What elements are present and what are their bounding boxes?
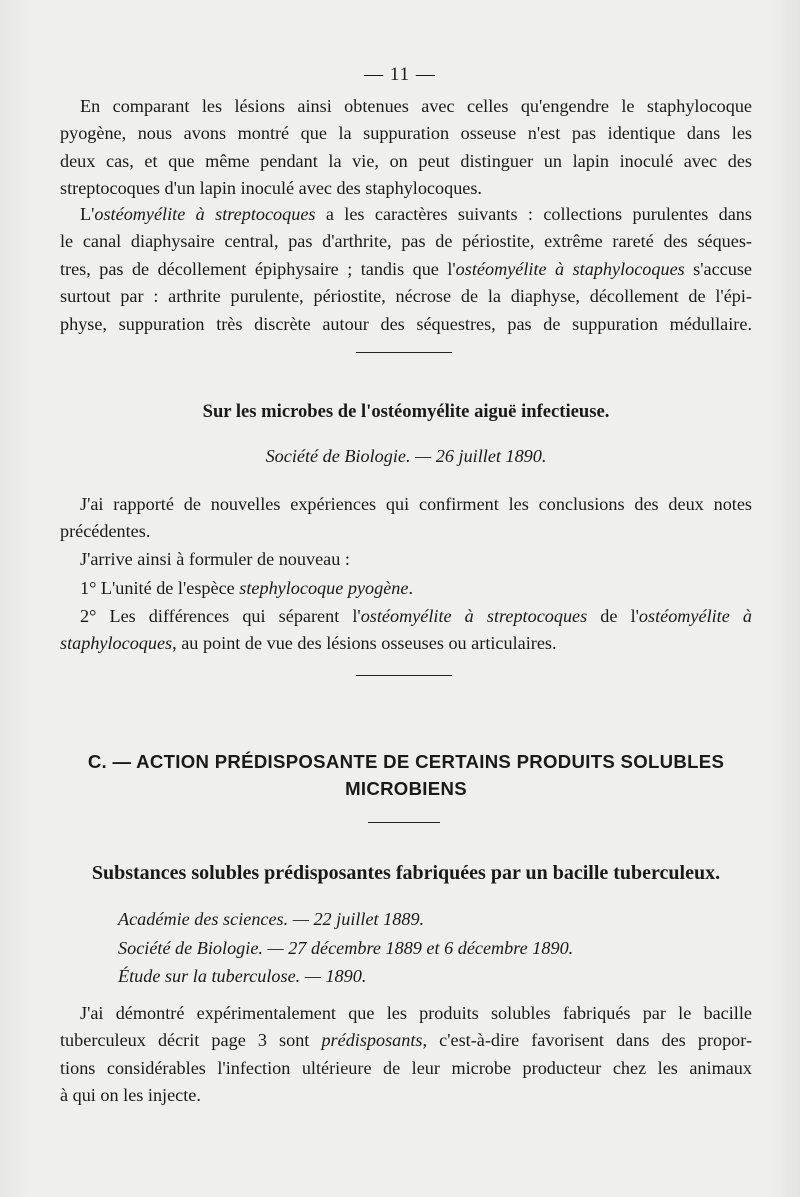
citation-text: Étude sur la tuberculose. — 1890. xyxy=(118,966,367,986)
section-divider xyxy=(368,822,440,823)
text-line xyxy=(60,1027,752,1054)
text-line: le canal diaphysaire central, pas d'arthrite, pas de périostite, extrême rareté des séques- xyxy=(60,231,752,252)
text-fragment: , au point de vue des lésions osseuses ou articulaires. xyxy=(172,633,557,654)
italic-term: ostéomyélite à streptocoques xyxy=(94,204,316,224)
text-line: J'ai démontré expérimentalement que les produits solubles fabriqués par le bacille xyxy=(80,1003,752,1023)
italic-term: prédisposants xyxy=(321,1030,423,1051)
text-line: J'ai rapporté de nouvelles expériences qui confirment les conclusions des deux notes xyxy=(80,494,752,514)
text-fragment: . xyxy=(408,578,413,599)
section-divider xyxy=(356,675,452,676)
section-divider xyxy=(356,352,452,353)
text-line: surtout par : arthrite purulente, périostite, nécrose de la diaphyse, décollement de l'épi- xyxy=(60,286,752,307)
text-fragment: s'accuse xyxy=(684,258,752,279)
italic-term: ostéomyélite à streptocoques xyxy=(360,605,588,626)
section2-body xyxy=(60,1000,752,1110)
text-line: En comparant les lésions ainsi obtenues avec celles qu'engendre le staphylocoque xyxy=(80,96,752,116)
text-fragment: 2° Les différences qui séparent l' xyxy=(80,605,361,626)
citation-text: Académie des sciences. — 22 juillet 1889. xyxy=(118,909,425,929)
section-title: Substances solubles prédisposantes fabriquées par un bacille tuberculeux. xyxy=(91,862,721,884)
italic-term: staphylocoques xyxy=(60,633,173,654)
text-line: J'arrive ainsi à formuler de nouveau : xyxy=(80,548,350,569)
text-line xyxy=(60,201,752,228)
citation-line xyxy=(118,905,738,934)
page-number: — 11 — xyxy=(364,64,436,85)
text-line: précédentes. xyxy=(60,521,151,542)
text-line: tions considérables l'infection ultérieure de leur microbe producteur chez les animaux xyxy=(60,1057,752,1078)
list-item xyxy=(60,603,752,630)
italic-term: ostéomyélite à staphylocoques xyxy=(455,258,685,279)
italic-term: stephylocoque pyogène xyxy=(239,578,409,599)
list-item xyxy=(60,575,752,602)
chapter-heading xyxy=(60,748,752,802)
citations-list xyxy=(118,905,738,991)
text-line xyxy=(60,256,752,283)
text-fragment: a les caractères suivants : collections purulentes dans xyxy=(315,204,752,224)
chapter-heading-line: C. — ACTION PRÉDISPOSANTE DE CERTAINS PRODUITS SOLUBLES xyxy=(87,751,725,772)
text-line: streptocoques d'un lapin inoculé avec des staphylocoques. xyxy=(60,178,482,199)
text-fragment: L' xyxy=(80,204,95,224)
section-citation xyxy=(60,443,752,470)
chapter-heading-line: MICROBIENS xyxy=(345,778,467,799)
section-title: Sur les microbes de l'ostéomyélite aiguë infectieuse. xyxy=(202,401,610,422)
citation-text: Société de Biologie. — 27 décembre 1889 et 6 décembre 1890. xyxy=(118,937,574,958)
text-fragment: tuberculeux décrit page 3 sont xyxy=(60,1030,322,1051)
text-line: deux cas, et que même pendant la vie, on peut distinguer un lapin inoculé avec des xyxy=(60,150,752,171)
text-line xyxy=(60,630,752,657)
text-fragment: 1° L'unité de l'espèce xyxy=(80,578,240,599)
section1-body xyxy=(60,491,752,657)
intro-paragraph xyxy=(60,93,752,203)
citation-line xyxy=(118,962,738,991)
italic-term: ostéomyélite à xyxy=(638,605,752,626)
text-line: physe, suppuration très discrète autour des séquestres, pas de suppuration médullaire. xyxy=(60,313,752,334)
citation-text: Société de Biologie. — 26 juillet 1890. xyxy=(265,446,547,466)
text-line: pyogène, nous avons montré que la suppuration osseuse n'est pas identique dans les xyxy=(60,123,752,144)
text-line: à qui on les injecte. xyxy=(60,1085,201,1106)
text-fragment: , c'est-à-dire favorisent dans des propor- xyxy=(422,1030,753,1051)
text-fragment: tres, pas de décollement épiphysaire ; tandis que l' xyxy=(60,258,456,279)
text-fragment: de l' xyxy=(587,605,639,626)
characters-paragraph xyxy=(60,201,752,338)
citation-line xyxy=(118,934,738,963)
